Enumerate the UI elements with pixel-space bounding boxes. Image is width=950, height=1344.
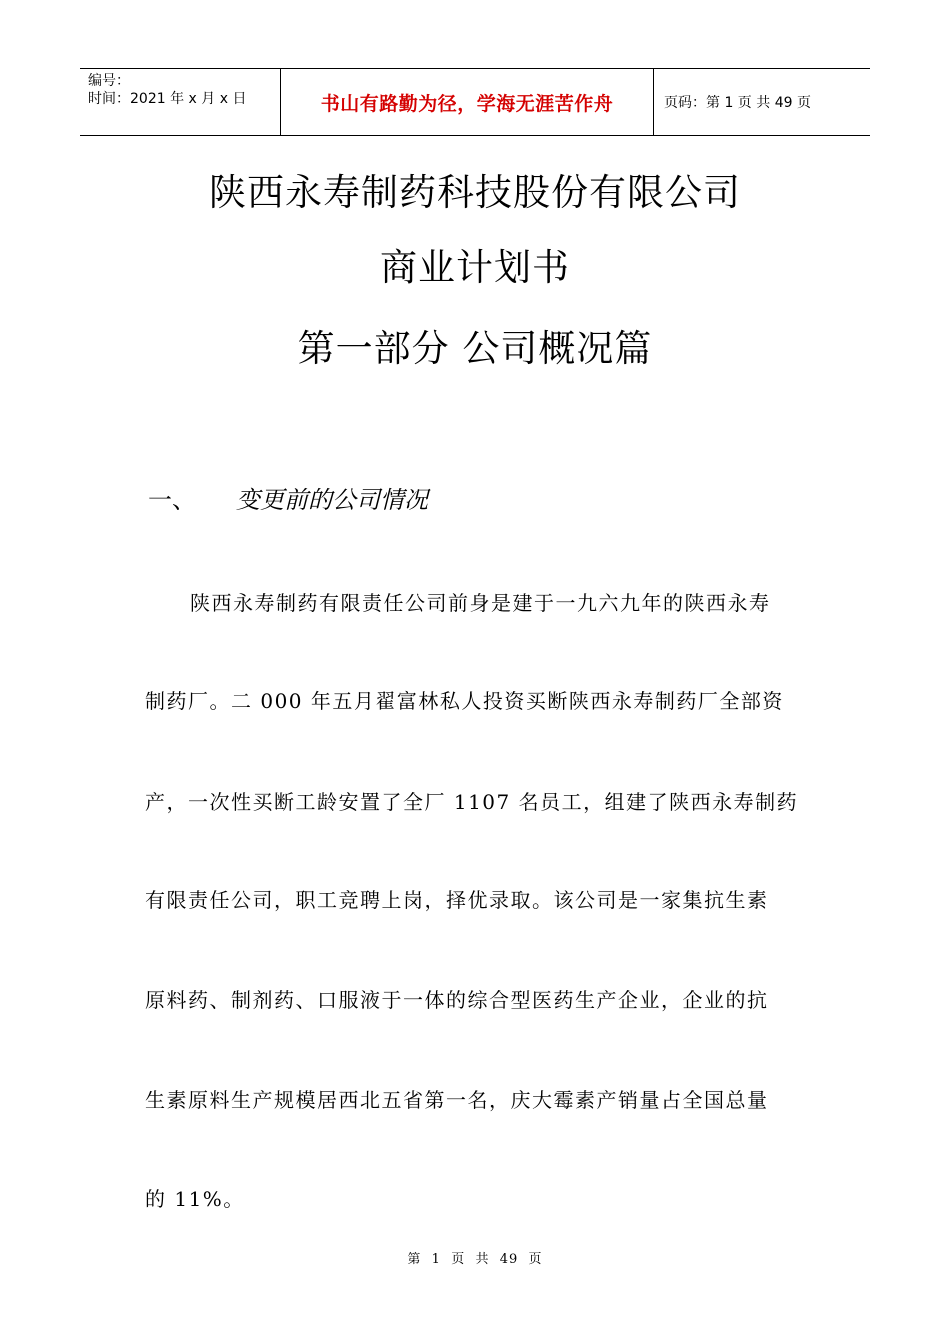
section-number: 一、 [148, 486, 196, 514]
header-meta-cell [80, 69, 280, 135]
body-line: 制药厂。二 000 年五月翟富林私人投资买断陕西永寿制药厂全部资 [145, 689, 784, 713]
body-line: 的 11%。 [145, 1187, 245, 1211]
motto-text: 书山有路勤为径，学海无涯苦作舟 [320, 92, 614, 115]
part-title: 第一部分 公司概况篇 [297, 327, 653, 370]
body-line: 原料药、制剂药、口服液于一体的综合型医药生产企业，企业的抗 [145, 988, 769, 1012]
header-page-info: 页码：第 1 页 共 49 页 [664, 95, 811, 111]
section-heading-text: 变更前的公司情况 [236, 486, 428, 514]
body-line: 陕西永寿制药有限责任公司前身是建于一九六九年的陕西永寿 [190, 591, 771, 615]
header-motto-cell [280, 69, 654, 135]
footer-page-number: 第 1 页 共 49 页 [407, 1252, 543, 1267]
header-page-cell [654, 69, 870, 135]
company-title: 陕西永寿制药科技股份有限公司 [209, 171, 741, 214]
body-line: 生素原料生产规模居西北五省第一名，庆大霉素产销量占全国总量 [145, 1088, 769, 1112]
section-heading [148, 480, 428, 515]
serial-label: 编号： [88, 73, 130, 89]
document-type-title: 商业计划书 [380, 246, 570, 289]
header-table [80, 68, 870, 136]
body-line: 产，一次性买断工龄安置了全厂 1107 名员工，组建了陕西永寿制药 [145, 790, 799, 814]
time-label: 时间：2021 年 x 月 x 日 [88, 91, 247, 107]
body-line: 有限责任公司，职工竞聘上岗，择优录取。该公司是一家集抗生素 [145, 888, 769, 912]
